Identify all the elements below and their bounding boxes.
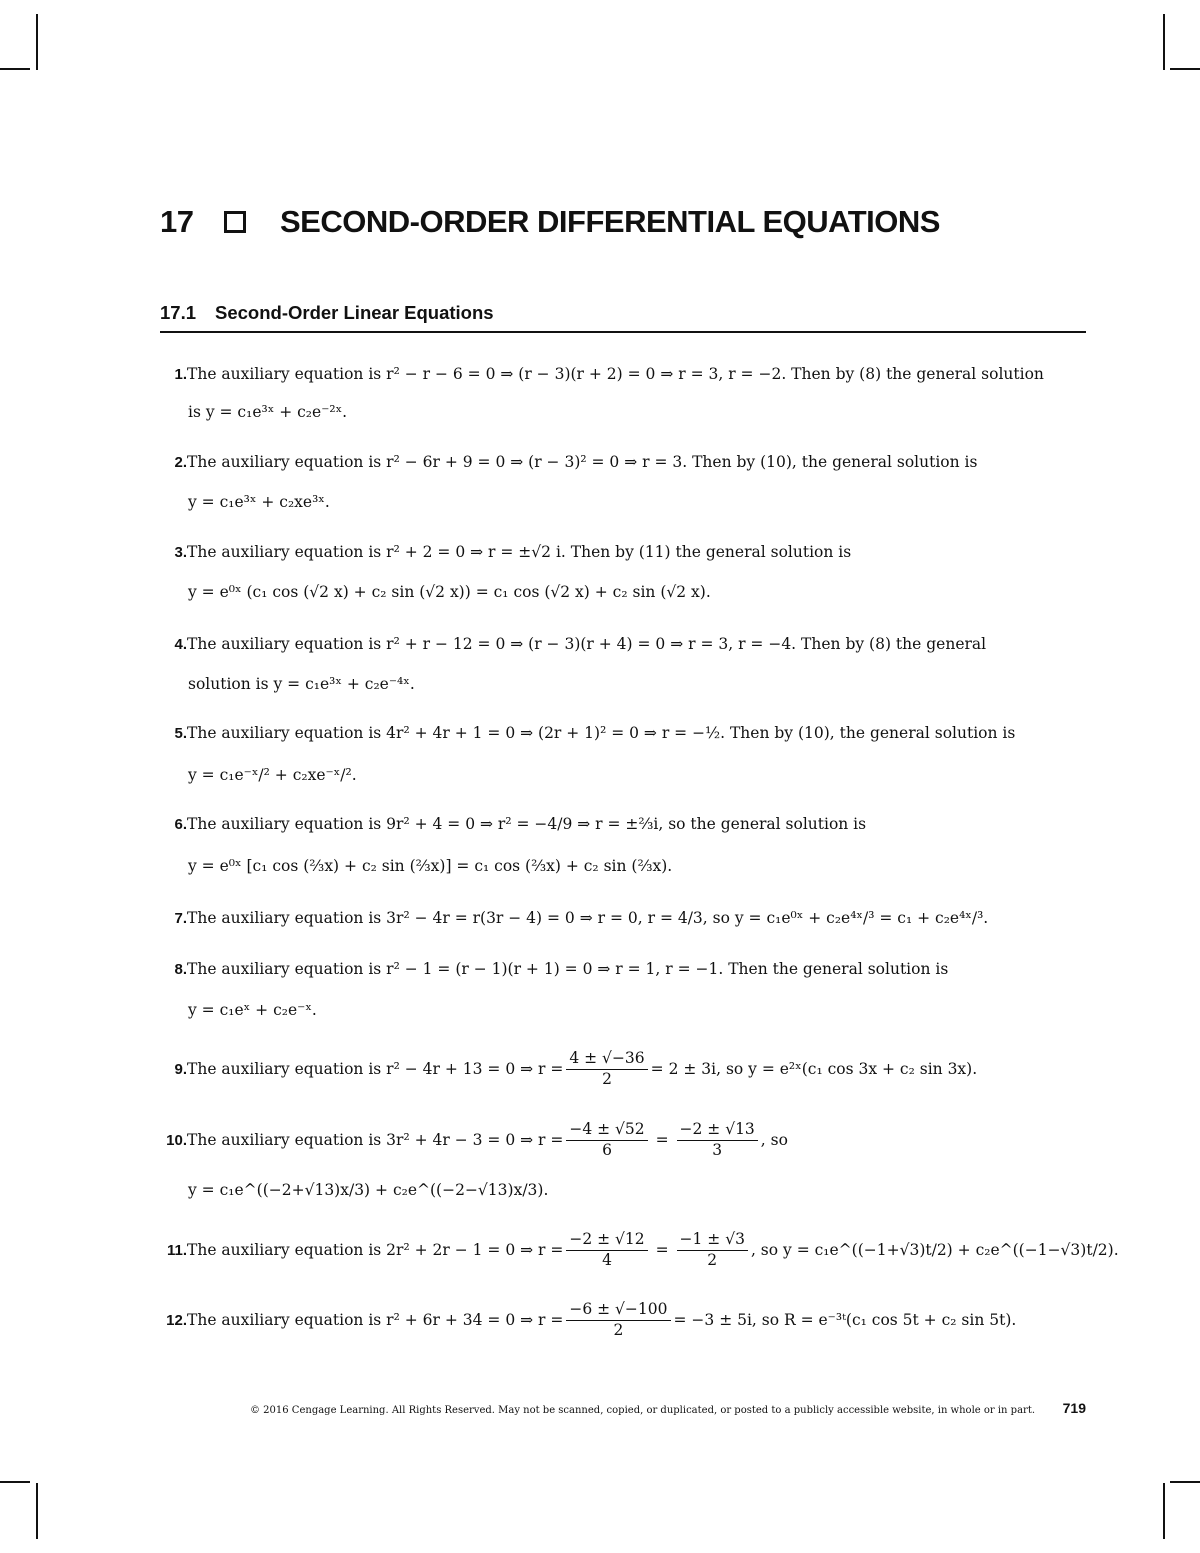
problem-number: 9. — [174, 1060, 187, 1078]
problem-number: 6. — [174, 815, 187, 833]
crop-mark — [36, 14, 38, 70]
crop-mark — [1163, 14, 1165, 70]
problem-solution: y = c₁e^((−2+√13)x/3) + c₂e^((−2−√13)x/3). — [188, 1181, 549, 1199]
crop-mark — [0, 1481, 30, 1483]
problem-text: The auxiliary equation is r² − 1 = (r − 1)(r + 1) = 0 ⇒ r = 1, r = −1. Then the general solution is — [187, 960, 949, 978]
fraction-denominator: 3 — [712, 1140, 723, 1159]
root-fraction — [677, 1231, 748, 1268]
problem-text: The auxiliary equation is r² + 2 = 0 ⇒ r = ±√2 i. Then by (11) the general solution is — [187, 543, 852, 561]
problem-number: 4. — [174, 635, 187, 653]
problem-text: The auxiliary equation is r² − 6r + 9 = 0 ⇒ (r − 3)² = 0 ⇒ r = 3. Then by (10), the general solution is — [187, 453, 978, 471]
problem-number: 10. — [166, 1131, 187, 1149]
fraction-numerator: −2 ± √12 — [566, 1231, 647, 1250]
crop-mark — [1163, 1483, 1165, 1539]
problem-text: The auxiliary equation is 9r² + 4 = 0 ⇒ r² = −4/9 ⇒ r = ±⅔i, so the general solution is — [187, 815, 867, 833]
fraction-denominator: 2 — [613, 1320, 624, 1339]
problem-text: The auxiliary equation is 3r² + 4r − 3 = 0 ⇒ r = — [187, 1131, 564, 1149]
problem-text: The auxiliary equation is 3r² − 4r = r(3r − 4) = 0 ⇒ r = 0, r = 4/3, so y = c₁e⁰ˣ + c₂e⁴ˣ/³ = c₁ + c₂e⁴ˣ/³. — [187, 909, 989, 927]
problem-text: The auxiliary equation is r² + r − 12 = 0 ⇒ (r − 3)(r + 4) = 0 ⇒ r = 3, r = −4. Then by (8) the general — [187, 635, 987, 653]
root-fraction — [566, 1121, 647, 1158]
fraction-denominator: 2 — [707, 1250, 718, 1269]
problem-text: The auxiliary equation is 4r² + 4r + 1 = 0 ⇒ (2r + 1)² = 0 ⇒ r = −½. Then by (10), the general solution is — [187, 724, 1016, 742]
problem-text: The auxiliary equation is r² + 6r + 34 = 0 ⇒ r = — [187, 1311, 564, 1329]
crop-mark — [36, 1483, 38, 1539]
chapter-number: 17 — [160, 204, 194, 239]
problem-number: 5. — [174, 724, 187, 742]
square-icon — [224, 211, 246, 233]
chapter-title: SECOND-ORDER DIFFERENTIAL EQUATIONS — [280, 204, 940, 239]
crop-mark — [1170, 68, 1200, 70]
problem-solution: y = e⁰ˣ (c₁ cos (√2 x) + c₂ sin (√2 x)) = c₁ cos (√2 x) + c₂ sin (√2 x). — [188, 583, 711, 601]
fraction-numerator: 4 ± √−36 — [566, 1050, 647, 1069]
crop-mark — [1170, 1481, 1200, 1483]
problem-text-tail: = 2 ± 3i, so y = e²ˣ(c₁ cos 3x + c₂ sin 3x). — [650, 1060, 978, 1078]
problem-number: 2. — [174, 453, 187, 471]
fraction-numerator: −6 ± √−100 — [566, 1301, 670, 1320]
fraction-denominator: 4 — [602, 1250, 612, 1269]
problem-text: The auxiliary equation is r² − 4r + 13 = 0 ⇒ r = — [187, 1060, 564, 1078]
root-fraction — [566, 1301, 670, 1338]
problem-number: 11. — [166, 1241, 187, 1259]
problem-solution: is y = c₁e³ˣ + c₂e⁻²ˣ. — [188, 403, 348, 421]
fraction-numerator: −4 ± √52 — [566, 1121, 647, 1140]
section-title: Second-Order Linear Equations — [215, 302, 494, 323]
fraction-denominator: 6 — [602, 1140, 612, 1159]
fraction-numerator: −1 ± √3 — [677, 1231, 748, 1250]
problem-number: 12. — [166, 1311, 187, 1329]
problem-number: 7. — [174, 909, 187, 927]
crop-mark — [0, 68, 30, 70]
section-number: 17.1 — [160, 302, 197, 323]
problem-solution: y = c₁eˣ + c₂e⁻ˣ. — [188, 1001, 317, 1019]
page-footer — [250, 1400, 1086, 1416]
problem-text-tail: , so — [760, 1131, 788, 1149]
problem-text: The auxiliary equation is 2r² + 2r − 1 = 0 ⇒ r = — [187, 1241, 564, 1259]
section-rule — [160, 331, 1086, 333]
problem-solution: solution is y = c₁e³ˣ + c₂e⁻⁴ˣ. — [188, 675, 415, 693]
problem-number: 3. — [174, 543, 187, 561]
problem-solution: y = e⁰ˣ [c₁ cos (⅔x) + c₂ sin (⅔x)] = c₁ cos (⅔x) + c₂ sin (⅔x). — [188, 857, 673, 875]
page-number: 719 — [1062, 1400, 1086, 1416]
problem-text: The auxiliary equation is r² − r − 6 = 0 ⇒ (r − 3)(r + 2) = 0 ⇒ r = 3, r = −2. Then by (8) the general solution — [187, 365, 1044, 383]
root-fraction — [566, 1050, 647, 1087]
fraction-denominator: 2 — [602, 1069, 612, 1088]
copyright-notice: © 2016 Cengage Learning. All Rights Reserved. May not be scanned, copied, or duplicated, or posted to a publicly accessible website, in whole or in part. — [250, 1405, 1036, 1416]
problem-number: 8. — [174, 960, 187, 978]
problem-text-tail: = −3 ± 5i, so R = e⁻³ᵗ(c₁ cos 5t + c₂ sin 5t). — [673, 1311, 1017, 1329]
problem-solution: y = c₁e³ˣ + c₂xe³ˣ. — [188, 493, 330, 511]
fraction-numerator: −2 ± √13 — [677, 1121, 758, 1140]
root-fraction — [677, 1121, 758, 1158]
root-fraction — [566, 1231, 647, 1268]
problem-number: 1. — [174, 365, 187, 383]
problem-solution: y = c₁e⁻ˣ/² + c₂xe⁻ˣ/². — [188, 766, 357, 784]
chapter-heading — [160, 200, 940, 244]
section-heading — [160, 302, 494, 324]
problem-text-tail: , so y = c₁e^((−1+√3)t/2) + c₂e^((−1−√3)t/2). — [750, 1241, 1119, 1259]
